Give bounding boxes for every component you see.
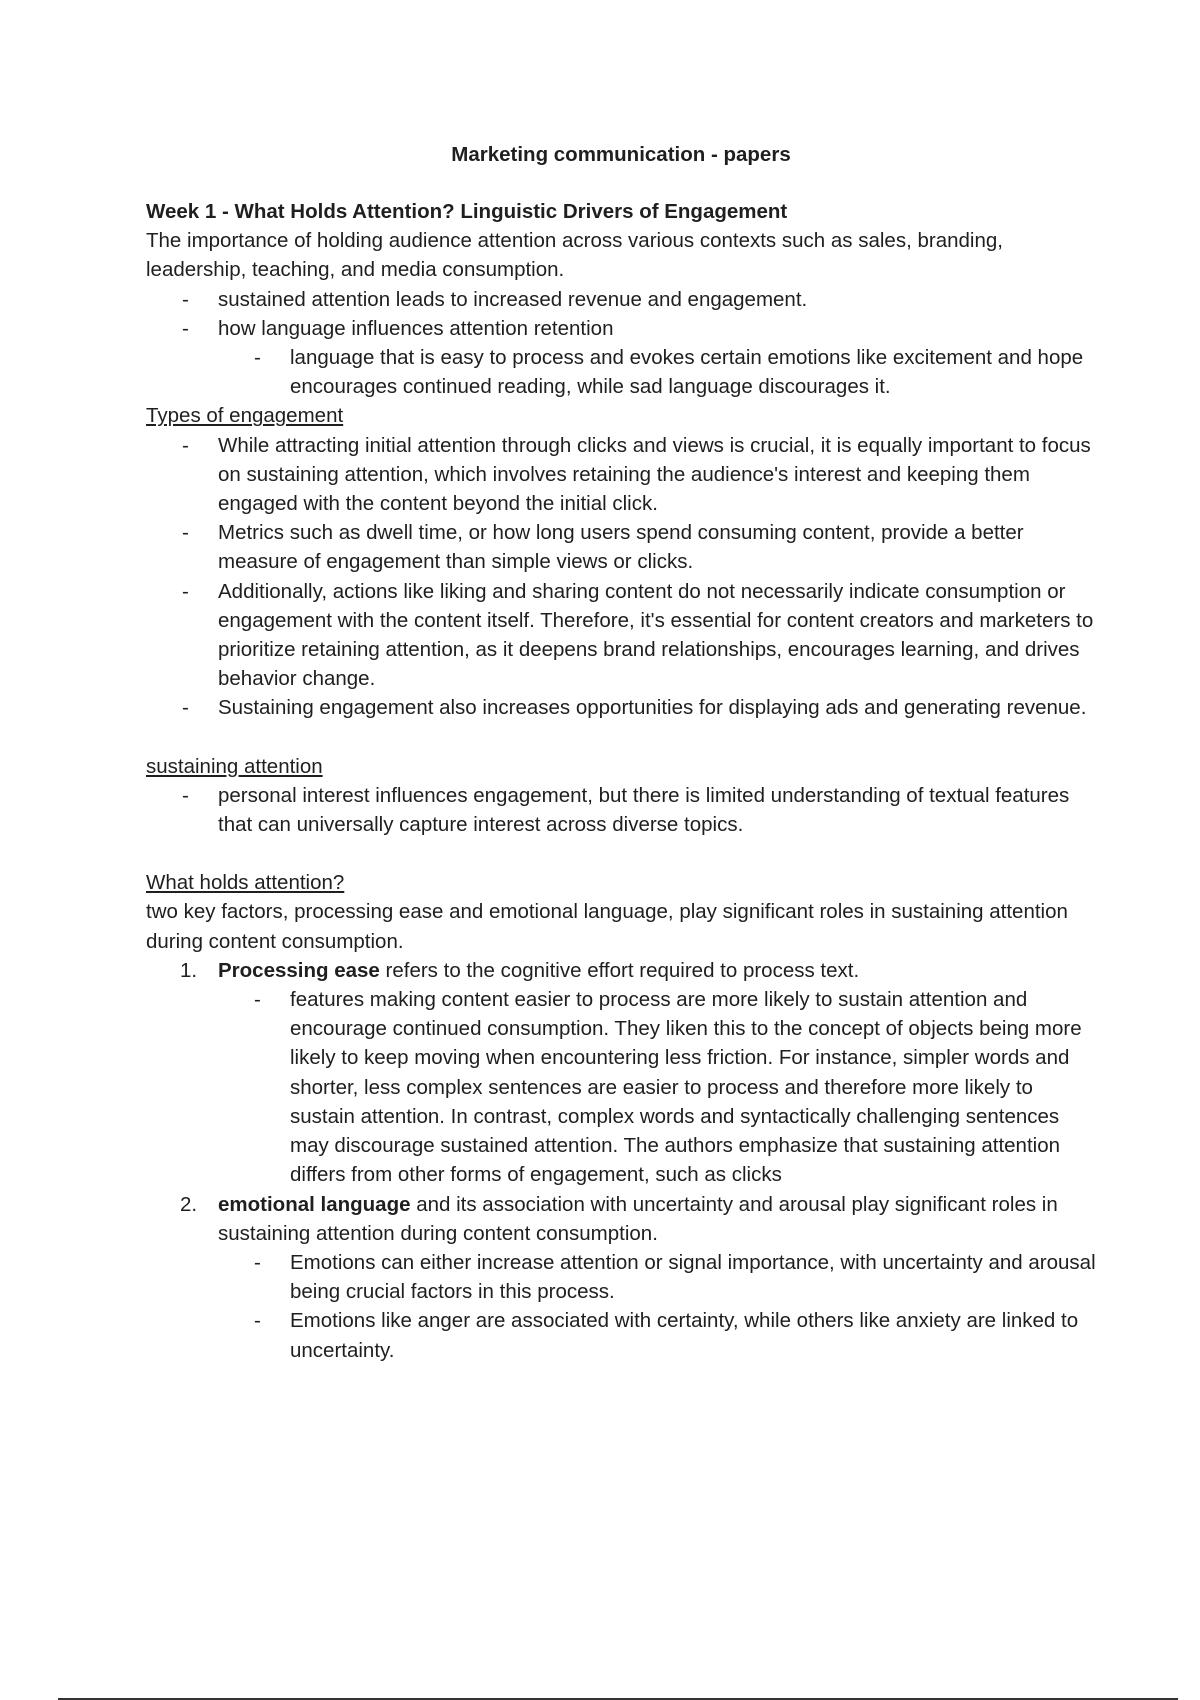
list-item: - Additionally, actions like liking and sharing content do not necessarily indicate consumption or engagement with the content itself. Therefore, it's essential for content creators and marketers to prioritize retaining attention, as it deepens brand relationships, encourages learning, and drives behavior change.: [146, 577, 1096, 694]
factor-text: and its association with uncertainty and arousal play significant roles in sustaining attention during content consumption.: [218, 1192, 1058, 1245]
list-item: - sustained attention leads to increased revenue and engagement.: [146, 285, 1096, 314]
list-item: - Sustaining engagement also increases opportunities for displaying ads and generating revenue.: [146, 693, 1096, 722]
sustaining-bullet-list: [146, 781, 1096, 839]
types-heading: Types of engagement: [146, 404, 344, 428]
document-title: Marketing communication - papers: [451, 143, 791, 166]
list-item: - Metrics such as dwell time, or how long users spend consuming content, provide a better measure of engagement than simple views or clicks.: [146, 518, 1096, 576]
week-heading: Week 1 - What Holds Attention? Linguistic Drivers of Engagement: [146, 200, 788, 223]
list-item: - language that is easy to process and evokes certain emotions like excitement and hope encourages continued reading, while sad language discourages it.: [218, 343, 1096, 401]
factor-number: 1.: [180, 958, 198, 982]
what-holds-heading: What holds attention?: [146, 871, 345, 895]
factor-term: Processing ease: [218, 958, 380, 982]
factor-item: [146, 1190, 1096, 1365]
intro-bullet-list: [146, 285, 1096, 402]
list-item: - features making content easier to process are more likely to sustain attention and encourage continued consumption. They liken this to the concept of objects being more likely to keep moving when encountering less friction. For instance, simpler words and shorter, less complex sentences are easier to process and therefore more likely to sustain attention. In contrast, complex words and syntactically challenging sentences may discourage sustained attention. The authors emphasize that sustaining attention differs from other forms of engagement, such as clicks: [218, 985, 1096, 1189]
factor-text: refers to the cognitive effort required to process text.: [379, 958, 860, 982]
intro-paragraph: The importance of holding audience attention across various contexts such as sales, branding, leadership, teaching, and media consumption.: [146, 229, 1003, 282]
spacer: [146, 723, 1096, 752]
list-item: - personal interest influences engagement, but there is limited understanding of textual features that can universally capture interest across diverse topics.: [146, 781, 1096, 839]
sustaining-heading: sustaining attention: [146, 754, 323, 778]
spacer: [146, 839, 1096, 868]
factor-number: 2.: [180, 1192, 198, 1216]
document-body: [146, 140, 1096, 1365]
intro-sub-bullet-list: [218, 343, 1096, 401]
factor-sub-bullet-list: [218, 1248, 1096, 1365]
factor-item: [146, 956, 1096, 1190]
list-item-text: how language influences attention retention: [218, 316, 614, 340]
what-holds-intro: two key factors, processing ease and emotional language, play significant roles in sustaining attention during content consumption.: [146, 900, 1068, 953]
types-bullet-list: [146, 431, 1096, 723]
factors-list: [146, 956, 1096, 1365]
list-item: - While attracting initial attention through clicks and views is crucial, it is equally important to focus on sustaining attention, which involves retaining the audience's interest and keeping them engaged with the content beyond the initial click.: [146, 431, 1096, 519]
list-item: [146, 314, 1096, 402]
list-item: - Emotions can either increase attention or signal importance, with uncertainty and arousal being crucial factors in this process.: [218, 1248, 1096, 1306]
list-item: - Emotions like anger are associated with certainty, while others like anxiety are linked to uncertainty.: [218, 1306, 1096, 1364]
factor-sub-bullet-list: [218, 985, 1096, 1189]
factor-term: emotional language: [218, 1192, 411, 1216]
